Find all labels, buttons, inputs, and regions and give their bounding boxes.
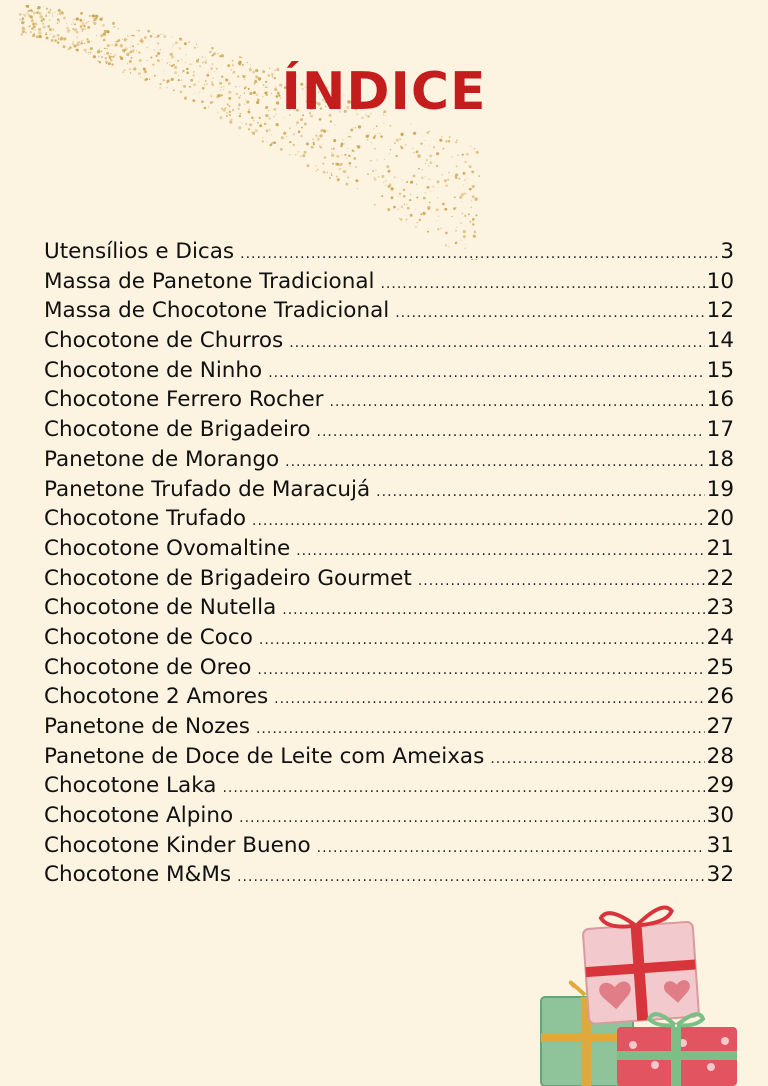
toc-entry-label: Chocotone Laka xyxy=(44,773,217,799)
toc-entry-page-number: 29 xyxy=(706,773,734,799)
dot-leader xyxy=(222,774,704,804)
toc-entry-page-number: 19 xyxy=(706,476,734,502)
dot-leader xyxy=(490,745,704,775)
dot-leader xyxy=(330,388,705,418)
toc-entry-label: Chocotone Alpino xyxy=(44,803,234,829)
toc-entry-label: Chocotone Ovomaltine xyxy=(44,535,291,561)
pink-heart-gift-box xyxy=(582,906,699,1024)
toc-entry-label: Chocotone 2 Amores xyxy=(44,684,269,710)
toc-entry-page-number: 10 xyxy=(706,268,734,294)
dot-leader xyxy=(317,418,705,448)
toc-entry xyxy=(44,564,734,594)
toc-entry-page-number: 28 xyxy=(706,743,734,769)
dot-leader xyxy=(252,507,705,537)
dot-leader xyxy=(259,626,705,656)
toc-entry-label: Chocotone Ferrero Rocher xyxy=(44,387,324,413)
toc-entry-page-number: 3 xyxy=(720,239,734,264)
dot-leader xyxy=(282,596,704,626)
dot-leader xyxy=(380,270,704,300)
gift-boxes-icon xyxy=(535,905,768,1086)
toc-entry xyxy=(44,593,734,623)
dot-leader xyxy=(418,567,705,597)
toc-entry-label: Panetone de Doce de Leite com Ameixas xyxy=(44,743,485,769)
dot-leader xyxy=(256,715,705,745)
toc-entry-page-number: 14 xyxy=(706,328,734,354)
toc-entry-label: Chocotone de Coco xyxy=(44,624,253,650)
toc-entry xyxy=(44,742,734,772)
toc-entry xyxy=(44,831,734,861)
toc-entry-label: Chocotone de Churros xyxy=(44,328,284,354)
toc-entry-page-number: 27 xyxy=(706,714,734,739)
toc-entry-page-number: 23 xyxy=(706,595,734,621)
dot-leader xyxy=(237,863,705,893)
toc-entry-page-number: 17 xyxy=(706,417,734,443)
toc-entry-page-number: 15 xyxy=(706,357,734,383)
toc-entry-page-number: 12 xyxy=(706,298,734,324)
toc-entry-label: Massa de Panetone Tradicional xyxy=(44,268,375,294)
dot-leader xyxy=(285,448,704,478)
toc-entry xyxy=(44,771,734,801)
dot-leader xyxy=(395,299,704,329)
toc-entry xyxy=(44,653,734,683)
toc-entry xyxy=(44,296,734,326)
toc-entry xyxy=(44,860,734,890)
toc-entry-page-number: 32 xyxy=(706,862,734,888)
toc-entry-label: Chocotone de Oreo xyxy=(44,654,252,680)
dot-leader xyxy=(376,478,704,508)
toc-entry-label: Massa de Chocotone Tradicional xyxy=(44,298,390,324)
dot-leader xyxy=(274,685,704,715)
toc-entry-label: Chocotone de Brigadeiro Gourmet xyxy=(44,565,412,591)
toc-entry xyxy=(44,682,734,712)
toc-entry xyxy=(44,385,734,415)
toc-entry-page-number: 21 xyxy=(706,535,734,561)
toc-entry-page-number: 20 xyxy=(706,506,734,532)
toc-entry-page-number: 22 xyxy=(706,565,734,591)
toc-entry-page-number: 30 xyxy=(706,803,734,829)
toc-entry-page-number: 31 xyxy=(706,832,734,858)
toc-entry-page-number: 18 xyxy=(706,446,734,472)
toc-entry xyxy=(44,475,734,505)
dot-leader xyxy=(257,656,704,686)
toc-entry xyxy=(44,534,734,564)
dot-leader xyxy=(268,359,704,389)
dot-leader xyxy=(296,537,704,567)
toc-entry-label: Utensílios e Dicas xyxy=(44,239,235,264)
dot-leader xyxy=(289,329,704,359)
toc-entry xyxy=(44,267,734,297)
toc-entry-label: Chocotone de Nutella xyxy=(44,595,277,621)
dot-leader xyxy=(240,240,718,270)
toc-entry xyxy=(44,712,734,742)
toc-entry-label: Chocotone Kinder Bueno xyxy=(44,832,311,858)
toc-entry-label: Chocotone M&Ms xyxy=(44,862,232,888)
toc-entry xyxy=(44,623,734,653)
toc-entry-page-number: 24 xyxy=(706,624,734,650)
toc-entry-label: Panetone de Nozes xyxy=(44,714,250,739)
dot-leader xyxy=(239,804,705,834)
toc-entry-label: Chocotone de Brigadeiro xyxy=(44,417,311,443)
table-of-contents xyxy=(44,237,734,890)
toc-entry-label: Chocotone Trufado xyxy=(44,506,247,532)
toc-entry-page-number: 26 xyxy=(706,684,734,710)
toc-entry-label: Panetone de Morango xyxy=(44,446,280,472)
page-title: ÍNDICE xyxy=(281,62,487,122)
toc-entry xyxy=(44,504,734,534)
toc-entry-page-number: 16 xyxy=(706,387,734,413)
toc-entry-page-number: 25 xyxy=(706,654,734,680)
toc-entry-label: Chocotone de Ninho xyxy=(44,357,263,383)
toc-entry xyxy=(44,415,734,445)
toc-entry xyxy=(44,445,734,475)
toc-entry xyxy=(44,326,734,356)
dot-leader xyxy=(317,834,705,864)
toc-entry xyxy=(44,356,734,386)
toc-entry xyxy=(44,237,734,267)
red-dotted-gift-box xyxy=(617,1014,737,1086)
gold-glitter-decoration xyxy=(0,0,520,260)
toc-entry xyxy=(44,801,734,831)
toc-entry-label: Panetone Trufado de Maracujá xyxy=(44,476,371,502)
